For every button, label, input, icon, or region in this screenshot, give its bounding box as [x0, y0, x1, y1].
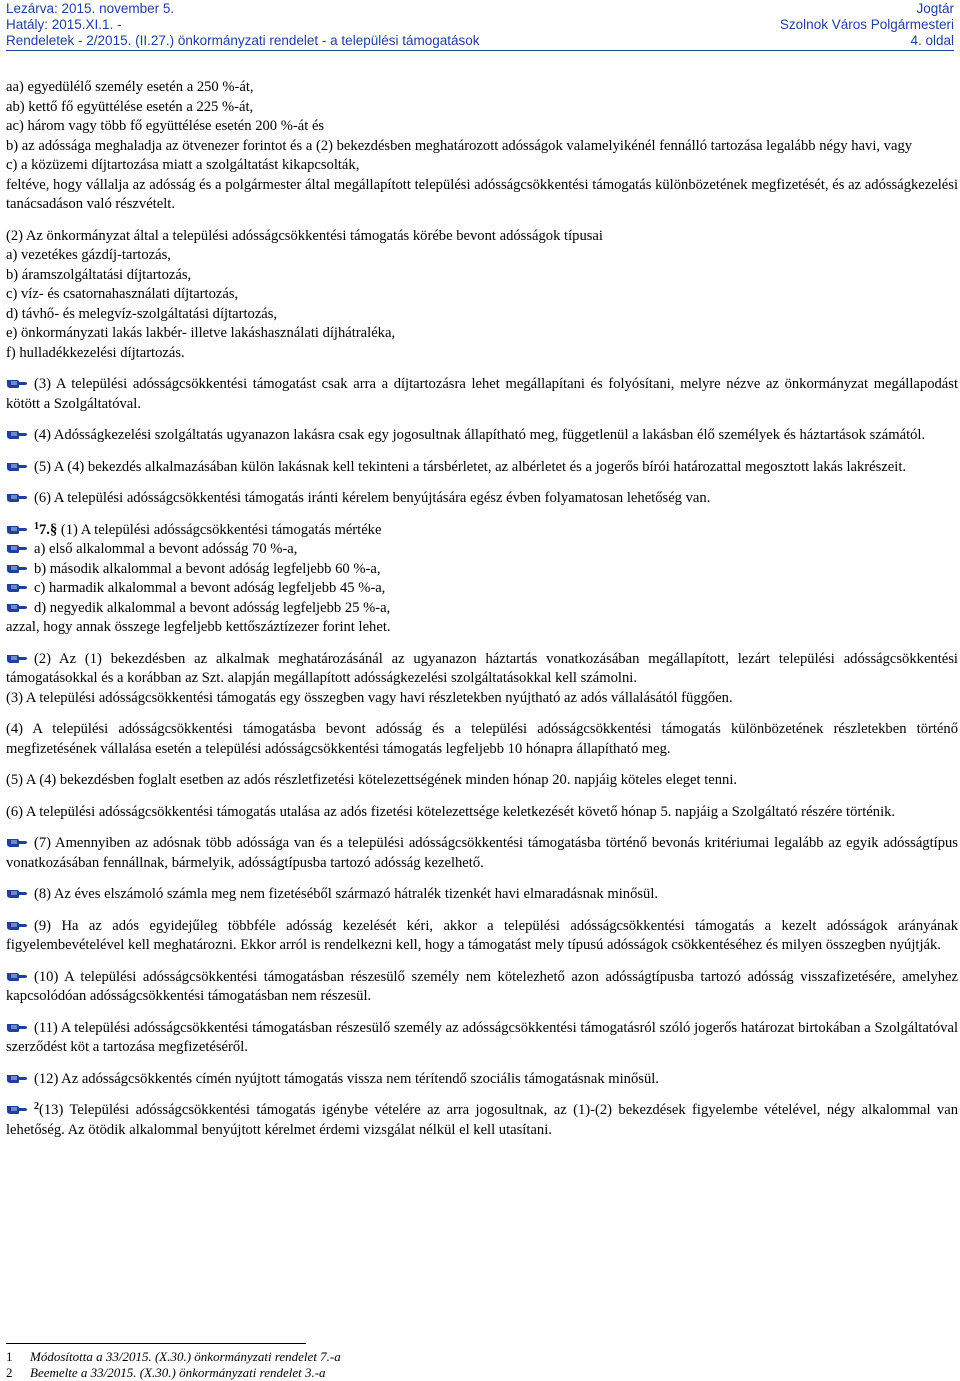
paragraph	[6, 156, 958, 176]
paragraph-gap	[6, 215, 958, 227]
paragraph	[6, 803, 958, 823]
paragraph	[6, 1070, 958, 1090]
paragraph-text: (2) Az (1) bekezdésben az alkalmak meghatározásánál az ugyanazon háztartás vonatkozásában megállapított, lezárt települési adósságcsökkentési támogatásokkal és a korábban az Szt. alapján megállapított adósságkezelési szolgáltatásokkal kell számolni.	[6, 650, 958, 686]
paragraph	[6, 324, 958, 344]
paragraph	[6, 117, 958, 137]
paragraph-gap	[6, 446, 958, 458]
paragraph	[6, 285, 958, 305]
header-page-number: 4. oldal	[910, 33, 954, 48]
amendment-hand-icon[interactable]	[6, 523, 28, 535]
amendment-hand-icon[interactable]	[6, 1072, 28, 1084]
footnotes	[6, 1349, 341, 1381]
paragraph-gap	[6, 1058, 958, 1070]
paragraph	[6, 98, 958, 118]
paragraph	[6, 689, 958, 709]
paragraph	[6, 885, 958, 905]
paragraph	[6, 917, 958, 956]
paragraph-gap	[6, 873, 958, 885]
paragraph-text: b) az adóssága meghaladja az ötvenezer forintot és a (2) bekezdésben meghatározott adósságok valamelyikénél fennálló tartozása legalább négy havi, vagy	[6, 137, 913, 154]
paragraph-gap	[6, 509, 958, 521]
paragraph	[6, 137, 958, 157]
paragraph	[6, 560, 958, 580]
paragraph-text: (10) A települési adósságcsökkentési támogatásban részesülő személy nem kötelezhető azon adósságtípusba tartozó adósság visszafizetésére, amelyhez kapcsolódóan adósságcsökkentési támogatásban nem részesül.	[6, 968, 958, 1004]
amendment-hand-icon[interactable]	[6, 1021, 28, 1033]
paragraph-text: aa) egyedülélő személy esetén a 250 %-át,	[6, 79, 254, 95]
paragraph-text: (6) A települési adósságcsökkentési támogatás iránti kérelem benyújtására egész évben folyamatosan lehetőség van.	[34, 490, 711, 506]
paragraph-gap	[6, 1007, 958, 1019]
footnote-2: 2 Beemelte a 33/2015. (X.30.) önkormányzati rendelet 3.-a	[6, 1365, 326, 1380]
amendment-hand-icon[interactable]	[6, 491, 28, 503]
paragraph-gap	[6, 822, 958, 834]
paragraph	[6, 266, 958, 286]
amendment-hand-icon[interactable]	[6, 919, 28, 931]
paragraph	[6, 426, 958, 446]
paragraph-text: e) önkormányzati lakás lakbér- illetve lakáshasználati díjhátraléka,	[6, 325, 396, 341]
paragraph	[6, 305, 958, 325]
paragraph-text: c) harmadik alkalommal a bevont adóság legfeljebb 45 %-a,	[34, 580, 386, 596]
paragraph-text: (11) A települési adósságcsökkentési támogatásban részesülő személy az adósságcsökkentési támogatásról szóló jogerős határozat birtokában a Szolgáltatóval szerződést köt a tartozása megfizetéséről.	[6, 1019, 958, 1055]
paragraph-text: (7) Amennyiben az adósnak több adóssága van és a települési adósságcsökkentési támogatásba történő bevonás kritériumai legalább az egyik adósságtípus vonatkozásában fennállnak, bármelyik, adósságtípusba tartozó adósság kezelhető.	[6, 835, 958, 871]
paragraph-text: azzal, hogy annak összege legfeljebb kettőszáztízezer forint lehet.	[6, 619, 391, 635]
paragraph-text: c) a közüzemi díjtartozása miatt a szolgáltatást kikapcsolták,	[6, 157, 360, 173]
section-number: 7.§	[39, 521, 58, 538]
paragraph-gap	[6, 905, 958, 917]
paragraph-text: (8) Az éves elszámoló számla meg nem fizetéséből származó hátralék tizenkét havi elmaradásnak minősül.	[34, 886, 659, 902]
document-body	[6, 78, 958, 1140]
paragraph-gap	[6, 1089, 958, 1101]
header-validity: Hatály: 2015.XI.1. -	[6, 17, 122, 32]
header-publisher: Jogtár	[916, 1, 954, 16]
paragraph-gap	[6, 638, 958, 650]
amendment-hand-icon[interactable]	[6, 428, 28, 440]
header-closed-date: Lezárva: 2015. november 5.	[6, 1, 175, 16]
paragraph-gap	[6, 791, 958, 803]
paragraph-text: ac) három vagy több fő együttélése esetén 200 %-át és	[6, 118, 325, 134]
paragraph-text: (1) A települési adósságcsökkentési támogatás mértéke	[57, 521, 382, 538]
paragraph-text: a) első alkalommal a bevont adósság 70 %-a,	[34, 541, 298, 557]
paragraph-text: (5) A (4) bekezdésben foglalt esetben az adós részletfizetési kötelezettségének minden hónap 20. napjáig köteles eleget tenni.	[6, 772, 738, 788]
paragraph-gap	[6, 956, 958, 968]
amendment-hand-icon[interactable]	[6, 1103, 28, 1115]
header-issuer: Szolnok Város Polgármesteri	[779, 17, 954, 32]
amendment-hand-icon[interactable]	[6, 377, 28, 389]
header-right	[780, 1, 954, 49]
page-header	[6, 0, 954, 50]
paragraph-gap	[6, 363, 958, 375]
footnote-ref[interactable]: 2	[34, 1101, 39, 1112]
paragraph	[6, 968, 958, 1007]
paragraph-gap	[6, 414, 958, 426]
amendment-hand-icon[interactable]	[6, 836, 28, 848]
paragraph-text: b) áramszolgáltatási díjtartozás,	[6, 266, 192, 283]
paragraph	[6, 720, 958, 759]
paragraph-gap	[6, 759, 958, 771]
paragraph	[6, 458, 958, 478]
header-regulation: Rendeletek - 2/2015. (II.27.) önkormányzati rendelet - a települési támogatások	[6, 33, 480, 48]
paragraph	[6, 834, 958, 873]
paragraph-text: feltéve, hogy vállalja az adósság és a polgármester által megállapított települési adósságcsökkentési támogatás különbözetének megfizetését, és az adósságkezelési tanácsadáson való részvételt.	[6, 176, 958, 212]
paragraph-text: ab) kettő fő együttélése esetén a 225 %-át,	[6, 98, 254, 115]
paragraph-text: (12) Az adósságcsökkentés címén nyújtott támogatás vissza nem térítendő szociális támogatásnak minősül.	[34, 1070, 659, 1087]
paragraph-text: (5) A (4) bekezdés alkalmazásában külön lakásnak kell tekinteni a társbérletet, az albérletet és a jogerős bírói határozattal megosztott lakás lakrészeit.	[34, 458, 907, 475]
header-left	[6, 1, 480, 49]
paragraph-text: (13) Települési adósságcsökkentési támogatás igénybe vételére az arra jogosultnak, az (1)-(2) bekezdések figyelembe vételével, négy alkalommal van lehetőség. Az ötödik alkalommal benyújtott kérelmet érdemi vizsgálat nélkül el kell utasítani.	[6, 1102, 958, 1138]
paragraph-text: f) hulladékkezelési díjtartozás.	[6, 344, 185, 361]
paragraph	[6, 650, 958, 689]
paragraph-text: d) távhő- és melegvíz-szolgáltatási díjtartozás,	[6, 305, 278, 322]
paragraph	[6, 771, 958, 791]
amendment-hand-icon[interactable]	[6, 601, 28, 613]
paragraph	[6, 1101, 958, 1140]
paragraph-text: (9) Ha az adós egyidejűleg többféle adósság kezelését kéri, akkor a települési adósságcsökkentési támogatás a kezelt adósságok arányának figyelembevételével kell meghatározni. Ekkor arról is rendelkezni kell, hogy a támogatást mely típusú adósságok csökkentéséhez és milyen összegben nyújtják.	[6, 917, 958, 953]
paragraph	[6, 246, 958, 266]
paragraph	[6, 227, 958, 247]
paragraph-text: (2) Az önkormányzat által a települési adósságcsökkentési támogatás körébe bevont adósságok típusai	[6, 227, 603, 244]
paragraph-text: b) második alkalommal a bevont adóság legfeljebb 60 %-a,	[34, 560, 381, 577]
header-divider	[6, 50, 954, 51]
paragraph-text: d) negyedik alkalommal a bevont adósság legfeljebb 25 %-a,	[34, 599, 391, 616]
amendment-hand-icon[interactable]	[6, 460, 28, 472]
paragraph-gap	[6, 477, 958, 489]
paragraph	[6, 344, 958, 364]
paragraph	[6, 540, 958, 560]
paragraph	[6, 489, 958, 509]
amendment-hand-icon[interactable]	[6, 542, 28, 554]
amendment-hand-icon[interactable]	[6, 652, 28, 664]
footnote-1: 1 Módosította a 33/2015. (X.30.) önkormányzati rendelet 7.-a	[6, 1349, 341, 1364]
paragraph-text: (4) Adósságkezelési szolgáltatás ugyanazon lakásra csak egy jogosultnak állapítható meg, függetlenül a lakásban élő személyek és háztartások számától.	[34, 427, 926, 443]
paragraph-gap	[6, 708, 958, 720]
amendment-hand-icon[interactable]	[6, 581, 28, 593]
footnote-ref[interactable]: 1	[34, 520, 39, 532]
paragraph	[6, 78, 958, 98]
paragraph-text: (3) A települési adósságcsökkentési támogatás egy összegben vagy havi részletekben nyújtható az adós vállalásától függően.	[6, 689, 733, 706]
paragraph-text: c) víz- és csatornahasználati díjtartozás,	[6, 286, 239, 302]
amendment-hand-icon[interactable]	[6, 562, 28, 574]
amendment-hand-icon[interactable]	[6, 887, 28, 899]
amendment-hand-icon[interactable]	[6, 970, 28, 982]
paragraph	[6, 579, 958, 599]
paragraph	[6, 375, 958, 414]
paragraph-text: (3) A települési adósságcsökkentési támogatást csak arra a díjtartozásra lehet megállapítani és folyósítani, melyre nézve az önkormányzat megállapodást kötött a Szolgáltatóval.	[6, 376, 958, 412]
footnote-divider	[6, 1343, 306, 1344]
paragraph-text: a) vezetékes gázdíj-tartozás,	[6, 247, 171, 263]
paragraph	[6, 1019, 958, 1058]
paragraph-text: (4) A települési adósságcsökkentési támogatásba bevont adósság és a települési adósságcsökkentési támogatás különbözetének részletekben történő megfizetésének vállalása esetén a települési adósságcsökkentési támogatás legfeljebb 10 hónapra állapítható meg.	[6, 721, 958, 757]
paragraph	[6, 176, 958, 215]
paragraph-text: (6) A települési adósságcsökkentési támogatás utalása az adós fizetési kötelezettsége keletkezését követő hónap 5. napjáig a Szolgáltató részére történik.	[6, 803, 896, 820]
paragraph	[6, 599, 958, 619]
paragraph	[6, 618, 958, 638]
paragraph	[6, 521, 958, 541]
